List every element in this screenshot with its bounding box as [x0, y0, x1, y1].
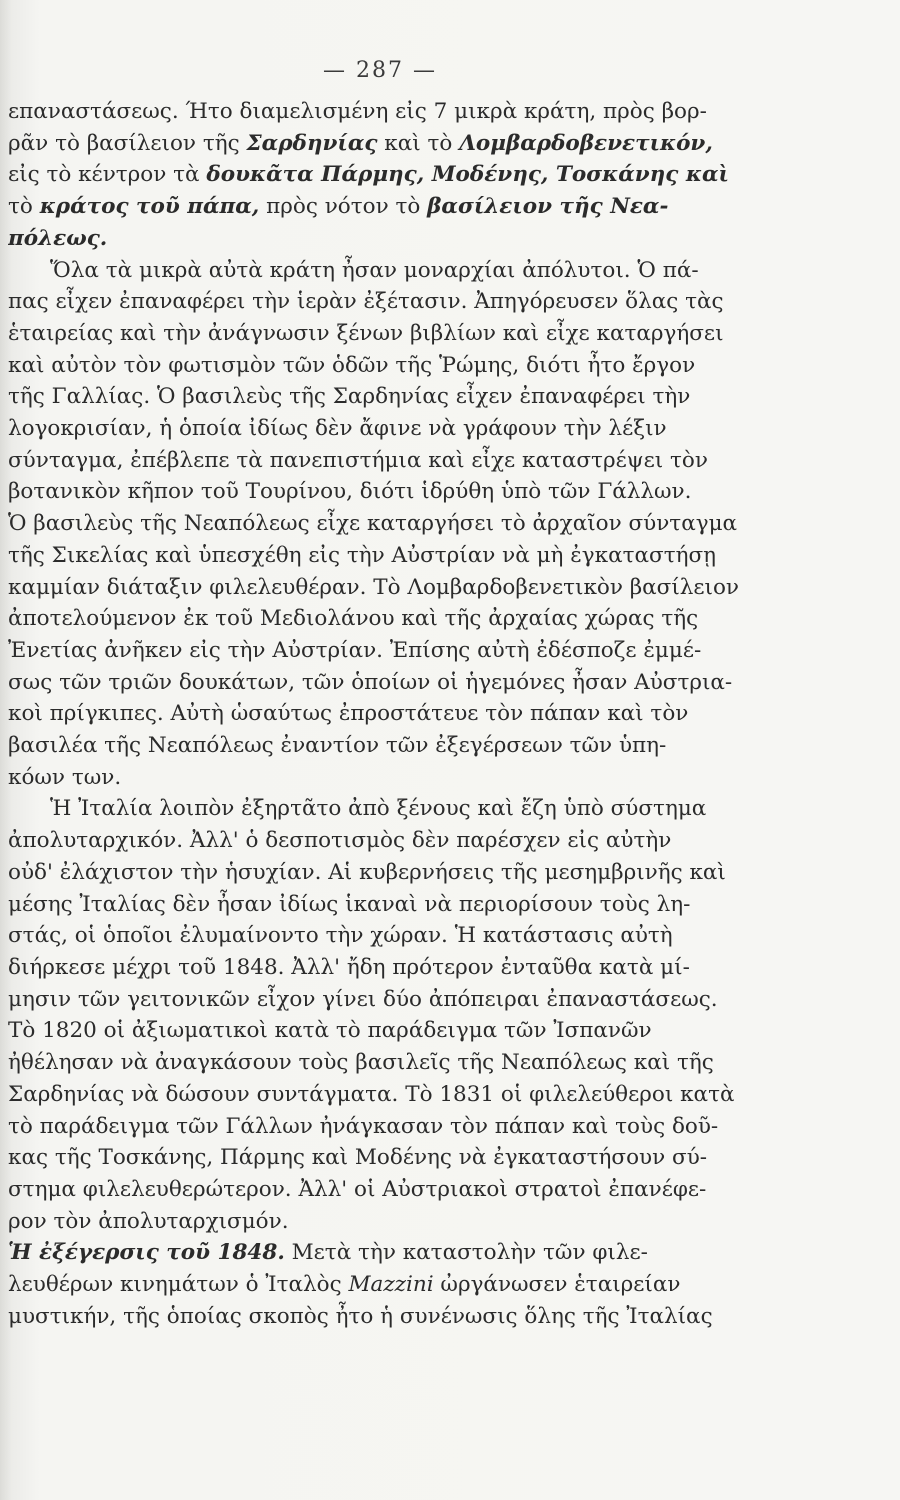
text-line: στάς, οἱ ὁποῖοι ἐλυμαίνοντο τὴν χώραν. Ἡ κατάστασις αὐτὴ — [8, 923, 673, 949]
text-line: πας εἶχεν ἐπαναφέρει τὴν ἱερὰν ἐξέτασιν. Ἀπηγόρευσεν ὅλας τὰς — [8, 289, 724, 315]
text-line: Τὸ 1820 οἱ ἀξιωματικοὶ κατὰ τὸ παράδειγμα τῶν Ἰσπανῶν — [8, 1018, 652, 1044]
section-heading: Ἡ ἐξέγερσις τοῦ 1848. — [8, 1240, 285, 1266]
text-line — [8, 223, 758, 255]
text-line: σως τῶν τριῶν δουκάτων, τῶν ὁποίων οἱ ἡγεμόνες ἦσαν Αὐστρια- — [8, 669, 733, 695]
text-line: ἠθέλησαν νὰ ἀναγκάσουν τοὺς βασιλεῖς τῆς Νεαπόλεως καὶ τῆς — [8, 1050, 714, 1076]
text-line: τῆς Γαλλίας. Ὁ βασιλεὺς τῆς Σαρδηνίας εἶχεν ἐπαναφέρει τὴν — [8, 384, 691, 410]
text-line: τὸ κράτος τοῦ πάπα, πρὸς νότον τὸ βασίλειον τῆς Νεα- — [8, 194, 669, 220]
page-number: — 287 — — [323, 58, 437, 83]
text-line: Ἐνετίας ἀνῆκεν εἰς τὴν Αὐστρίαν. Ἐπίσης αὐτὴ ἐδέσποζε ἐμμέ- — [8, 637, 702, 663]
text-line — [8, 1237, 758, 1269]
text-line: κοὶ πρίγκιπες. Αὐτὴ ὡσαύτως ἐπροστάτευε τὸν πάπαν καὶ τὸν — [8, 701, 689, 727]
text-line: λογοκρισίαν, ἡ ὁποία ἰδίως δὲν ἄφινε νὰ γράφουν τὴν λέξιν — [8, 416, 667, 442]
text-line: ἀπολυταρχικόν. Ἀλλ' ὁ δεσποτισμὸς δὲν παρέσχεν εἰς αὐτὴν — [8, 828, 672, 854]
emphasis: δουκᾶτα Πάρμης, Μοδένης, Τοσκάνης καὶ — [206, 162, 729, 188]
text-line: επαναστάσεως. Ήτο διαμελισμένη εἰς 7 μικρὰ κράτη, πρὸς βορ- — [8, 99, 707, 124]
text-line: λευθέρων κινημάτων ὁ Ἰταλὸς Mazzini ὠργάνωσεν ἑταιρείαν — [8, 1272, 681, 1298]
text-line: ἑταιρείας καὶ τὴν ἀνάγνωσιν ξένων βιβλίων καὶ εἶχε καταργήσει — [8, 320, 724, 346]
heading-continuation: Μετὰ τὴν καταστολὴν τῶν φιλε- — [284, 1240, 648, 1266]
text-line: Ὅλα τὰ μικρὰ αὐτὰ κράτη ἦσαν μοναρχίαι ἀπόλυτοι. Ὁ πά- — [50, 257, 699, 283]
text-line: βοτανικὸν κῆπον τοῦ Τουρίνου, διότι ἱδρύθη ὑπὸ τῶν Γάλλων. — [8, 479, 692, 505]
text-line: οὐδ' ἐλάχιστον τὴν ἡσυχίαν. Αἱ κυβερνήσεις τῆς μεσημβρινῆς καὶ — [8, 859, 726, 885]
paragraph-3 — [8, 793, 758, 1237]
text-line: μέσης Ἰταλίας δὲν ἦσαν ἰδίως ἱκαναὶ νὰ περιορίσουν τοὺς λη- — [8, 891, 691, 917]
text-line: εἰς τὸ κέντρον τὰ δουκᾶτα Πάρμης, Μοδένης, Τοσκάνης καὶ — [8, 162, 729, 188]
paragraph-4 — [8, 1237, 758, 1332]
emphasis: πόλεως. — [8, 225, 108, 251]
text-line: Ὁ βασιλεὺς τῆς Νεαπόλεως εἶχε καταργήσει τὸ ἀρχαῖον σύνταγμα — [8, 511, 738, 537]
text-line: σύνταγμα, ἐπέβλεπε τὰ πανεπιστήμια καὶ εἶχε καταστρέψει τὸν — [8, 447, 708, 473]
emphasis: Λομβαρδοβενετικόν, — [459, 130, 713, 156]
text-line: διήρκεσε μέχρι τοῦ 1848. Ἀλλ' ἤδη πρότερον ἐνταῦθα κατὰ μί- — [8, 954, 690, 980]
text-line: κας τῆς Τοσκάνης, Πάρμης καὶ Μοδένης νὰ ἐγκαταστήσουν σύ- — [8, 1145, 708, 1171]
text-line: βασιλέα τῆς Νεαπόλεως ἐναντίον τῶν ἐξεγέρσεων τῶν ὑπη- — [8, 733, 667, 759]
body-text — [8, 96, 758, 1332]
text-line: μησιν τῶν γειτονικῶν εἶχον γίνει δύο ἀπόπειραι ἐπαναστάσεως. — [8, 986, 718, 1012]
text-line: ρᾶν τὸ βασίλειον τῆς Σαρδηνίας καὶ τὸ Λομβαρδοβενετικόν, — [8, 130, 713, 156]
paragraph-2 — [8, 255, 758, 794]
emphasis: Mazzini — [348, 1272, 434, 1298]
text-line: Σαρδηνίας νὰ δώσουν συντάγματα. Τὸ 1831 οἱ φιλελεύθεροι κατὰ — [8, 1081, 735, 1107]
text-line: τὸ παράδειγμα τῶν Γάλλων ἠνάγκασαν τὸν πάπαν καὶ τοὺς δοῦ- — [8, 1113, 719, 1139]
emphasis: Σαρδηνίας — [246, 130, 378, 156]
text-line: κόων των. — [8, 764, 122, 790]
text-line: στημα φιλελευθερώτερον. Ἀλλ' οἱ Αὐστριακοὶ στρατοὶ ἐπανέφε- — [8, 1176, 707, 1202]
text-line: τῆς Σικελίας καὶ ὑπεσχέθη εἰς τὴν Αὐστρίαν νὰ μὴ ἐγκαταστήσῃ — [8, 542, 717, 568]
text-line: Ἡ Ἰταλία λοιπὸν ἐξηρτᾶτο ἀπὸ ξένους καὶ ἔζη ὑπὸ σύστημα — [50, 796, 707, 822]
text-line: ἀποτελούμενον ἐκ τοῦ Μεδιολάνου καὶ τῆς ἀρχαίας χώρας τῆς — [8, 606, 699, 632]
emphasis: κράτος τοῦ πάπα, — [39, 194, 260, 220]
paragraph-1 — [8, 96, 758, 255]
text-line: καμμίαν διάταξιν φιλελευθέραν. Τὸ Λομβαρδοβενετικὸν βασίλειον — [8, 574, 739, 600]
text-line: καὶ αὐτὸν τὸν φωτισμὸν τῶν ὁδῶν τῆς Ῥώμης, διότι ἦτο ἔργον — [8, 352, 696, 378]
text-line: ρον τὸν ἀπολυταρχισμόν. — [8, 1208, 289, 1234]
text-line: μυστικήν, τῆς ὁποίας σκοπὸς ἦτο ἡ συνένωσις ὅλης τῆς Ἰταλίας — [8, 1303, 713, 1329]
emphasis: βασίλειον τῆς Νεα- — [427, 194, 669, 220]
